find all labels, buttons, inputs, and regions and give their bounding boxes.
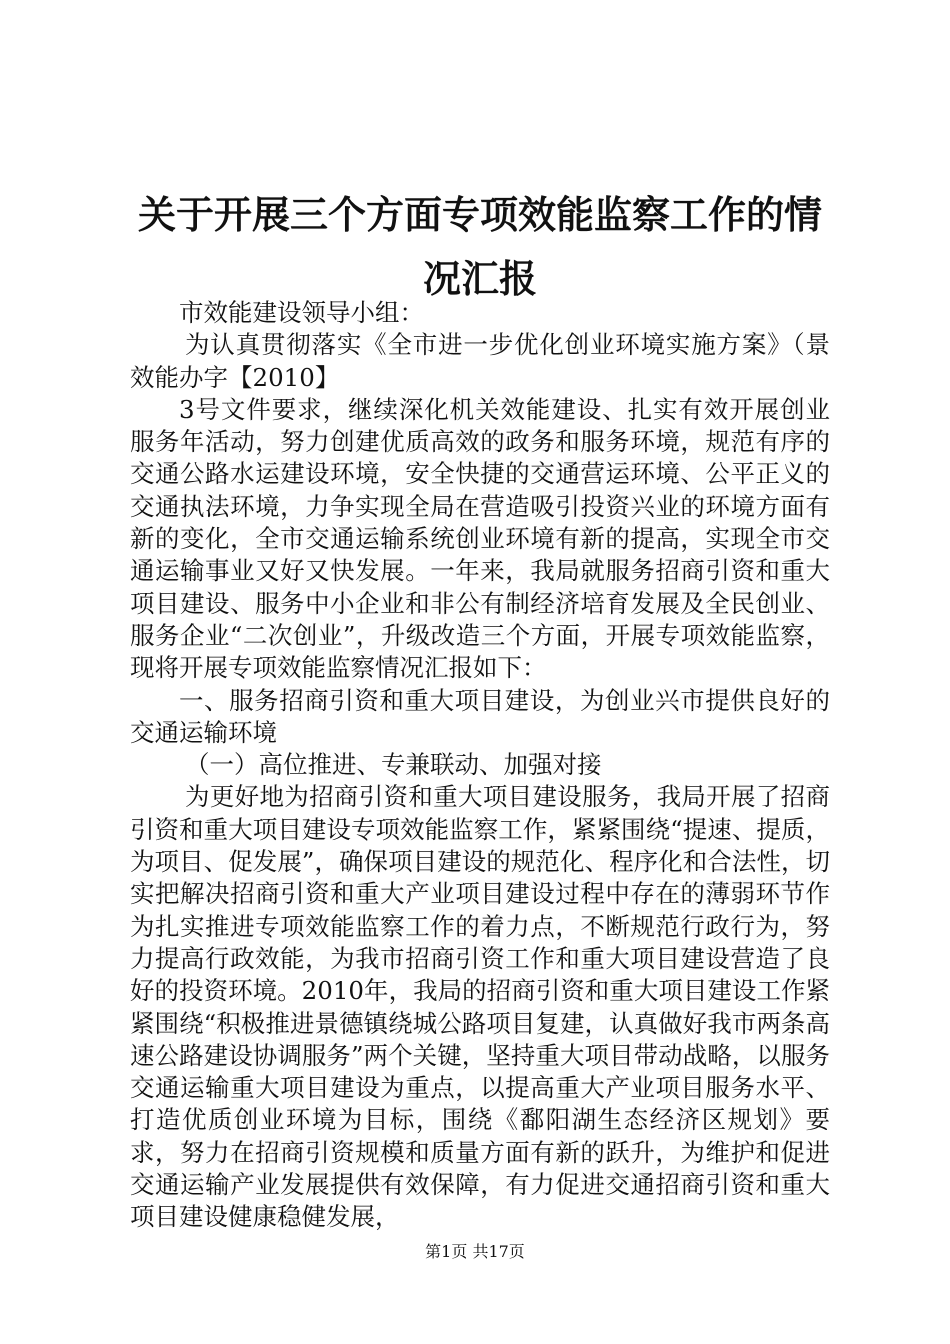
page-number: 第1页 共17页	[425, 1242, 525, 1261]
salutation: 市效能建设领导小组：	[179, 298, 424, 327]
paragraph-1: 为认真贯彻落实《全市进一步优化创业环境实施方案》（景效能办字【2010】	[130, 330, 830, 392]
paragraph-3: 为更好地为招商引资和重大项目建设服务，我局开展了招商引资和重大项目建设专项效能监察工作，紧紧围绕“提速、提质，为项目、促发展”，确保项目建设的规范化、程序化和合法性，切实把解决招商引资和重大产业项目建设过程中存在的薄弱环节作为扎实推进专项效能监察工作的着力点，不断规范行政行为，努力提高行政效能，为我市招商引资工作和重大项目建设营造了良好的投资环境。2010年，我局的招商引资和重大项目建设工作紧紧围绕“积极推进景德镇绕城公路项目复建，认真做好我市两条高速公路建设协调服务”两个关键，坚持重大项目带动战略，以服务交通运输重大项目建设为重点，以提高重大产业项目服务水平、打造优质创业环境为目标，围绕《鄱阳湖生态经济区规划》要求，努力在招商引资规模和质量方面有新的跃升，为维护和促进交通运输产业发展提供有效保障，有力促进交通招商引资和重大项目建设健康稳健发展，	[130, 782, 830, 1232]
document-title: 关于开展三个方面专项效能监察工作的情况汇报	[137, 193, 822, 301]
subsection-heading-1: （一）高位推进、专兼联动、加强对接	[185, 750, 602, 780]
section-heading-1: 一、服务招商引资和重大项目建设，为创业兴市提供良好的交通运输环境	[130, 685, 830, 747]
document-body	[130, 297, 830, 1234]
paragraph-2: 3号文件要求，继续深化机关效能建设、扎实有效开展创业服务年活动，努力创建优质高效的政务和服务环境，规范有序的交通公路水运建设环境，安全快捷的交通营运环境、公平正义的交通执法环境，力争实现全局在营造吸引投资兴业的环境方面有新的变化，全市交通运输系统创业环境有新的提高，实现全市交通运输事业又好又快发展。一年来，我局就服务招商引资和重大项目建设、服务中小企业和非公有制经济培育发展及全民创业、服务企业“二次创业”，升级改造三个方面，开展专项效能监察，现将开展专项效能监察情况汇报如下：	[130, 394, 830, 683]
